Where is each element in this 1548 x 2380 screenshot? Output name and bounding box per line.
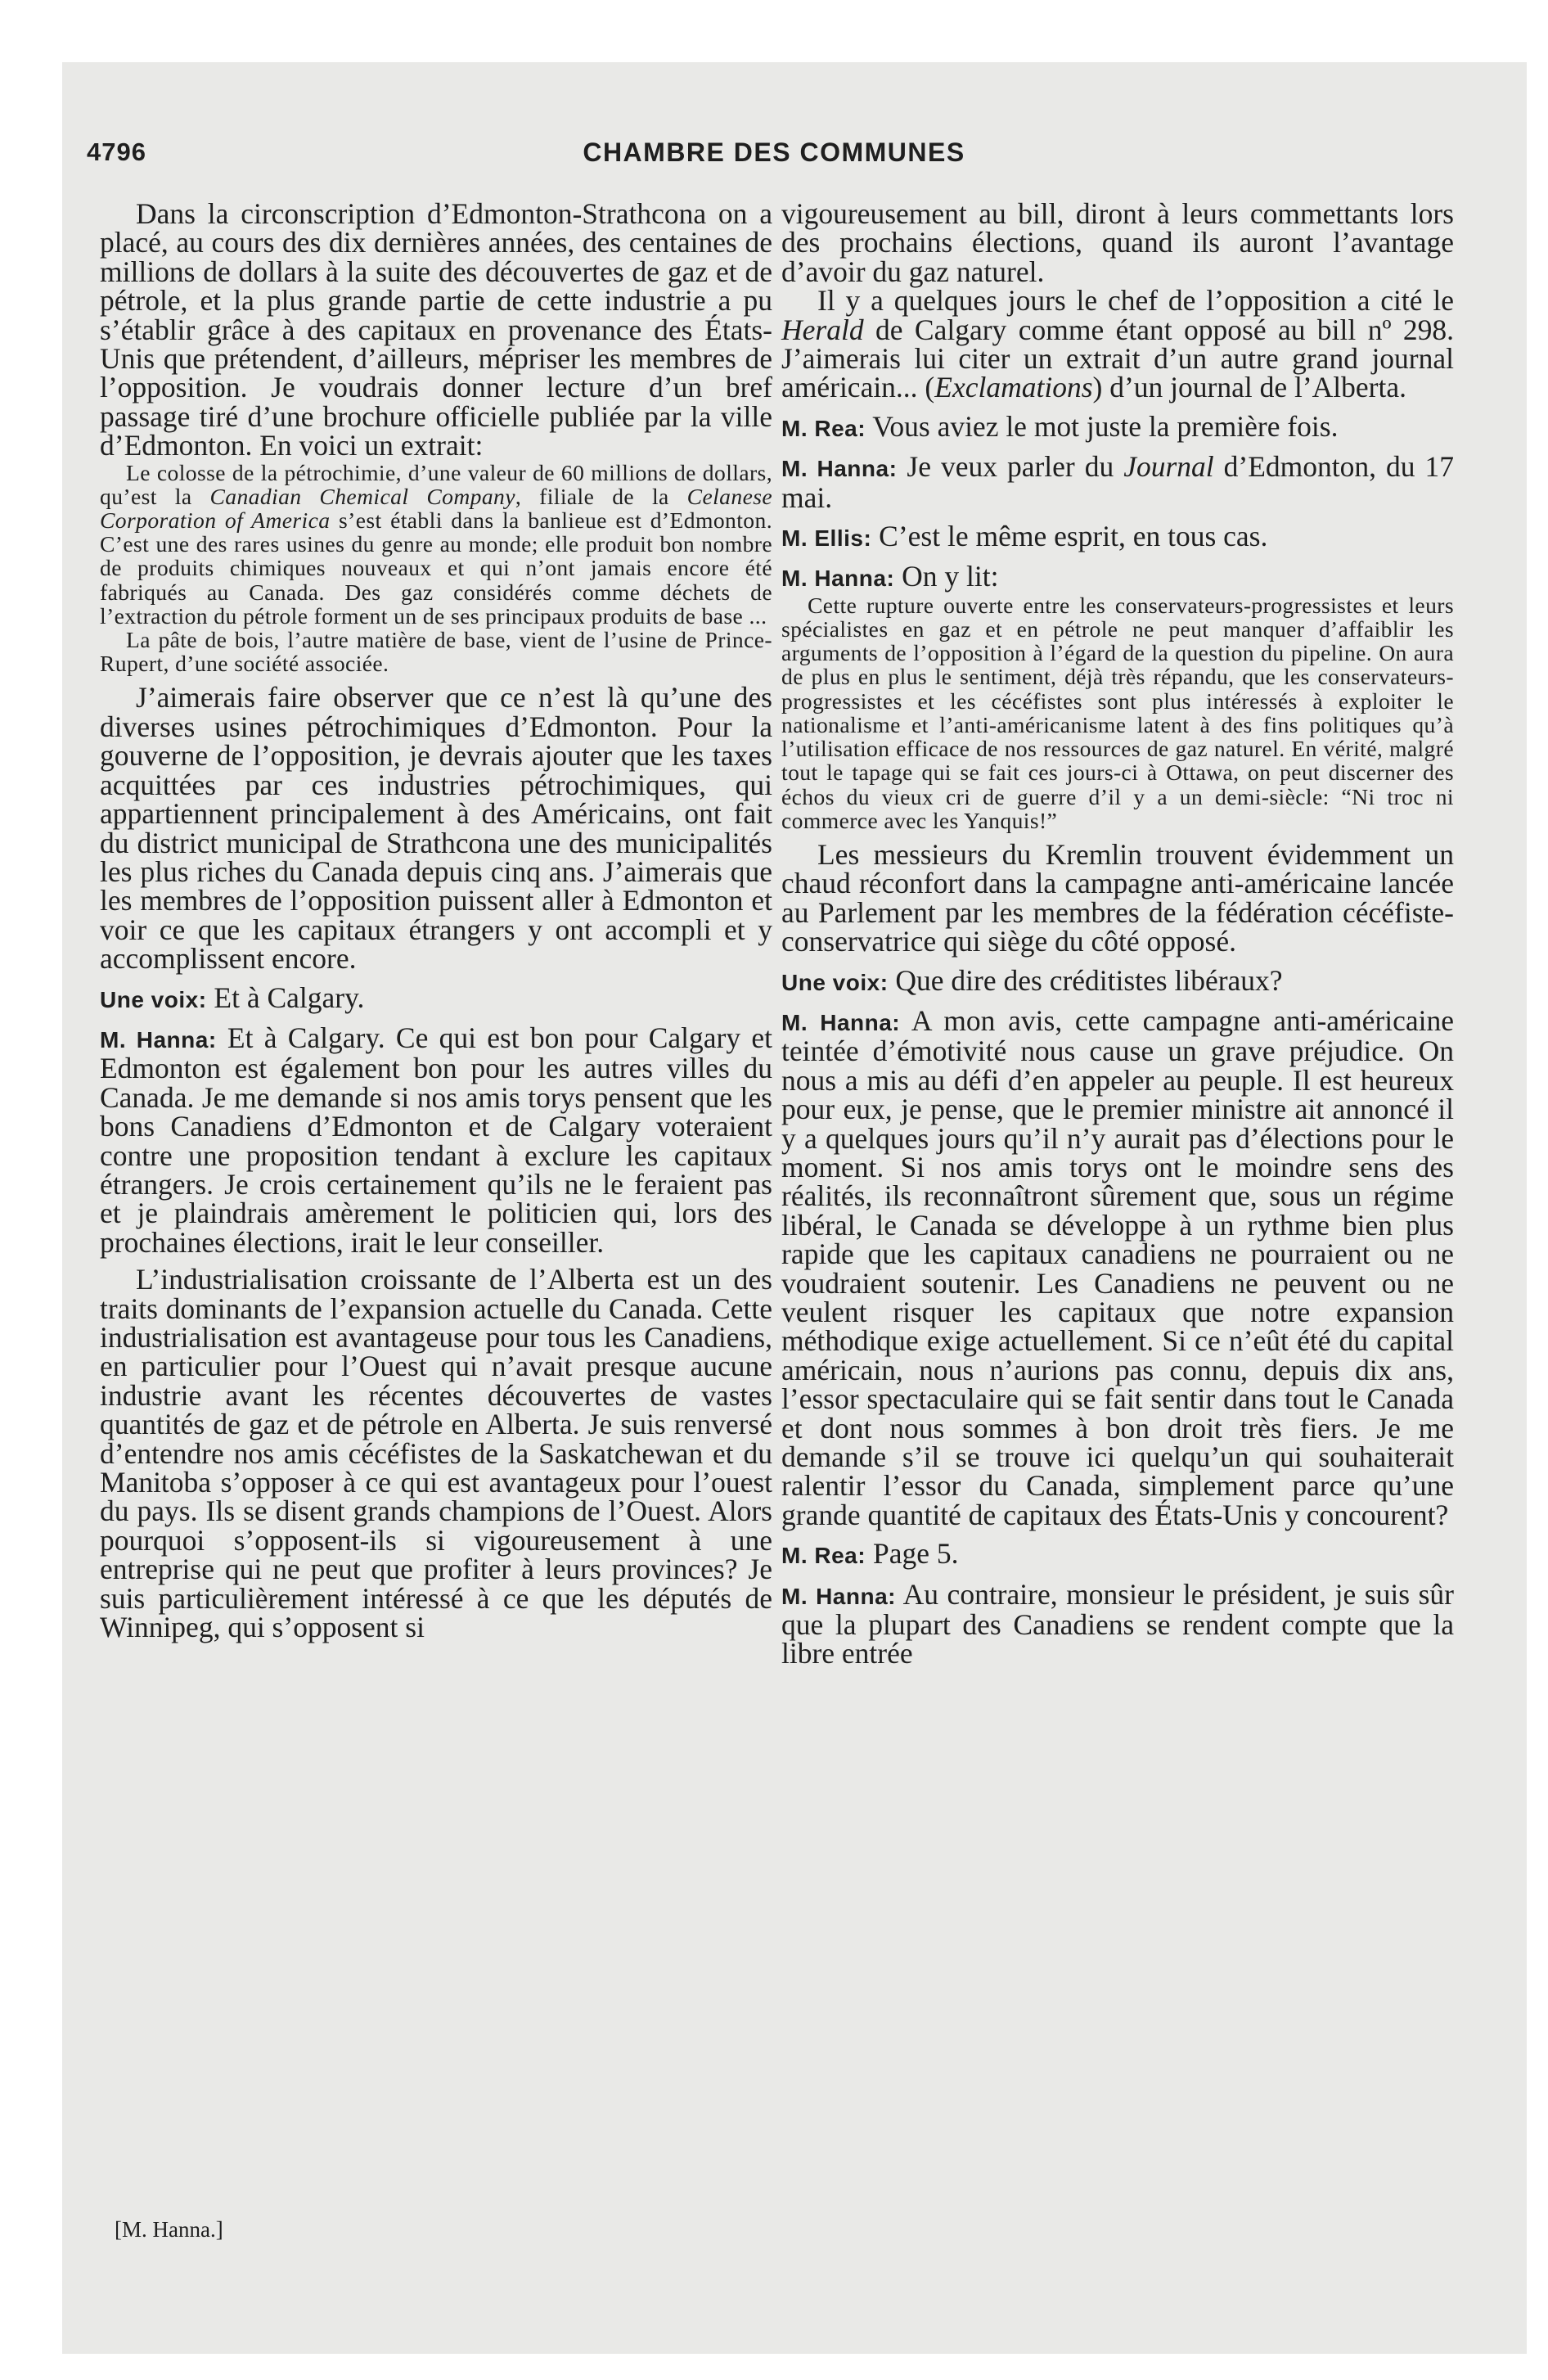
speaker-name: M. Ellis: (781, 525, 872, 552)
speech-entry (781, 1539, 1454, 1570)
stage-direction: Exclamations (934, 371, 1093, 404)
speech-text: Et à Calgary. Ce qui est bon pour Calgary et Edmonton est également bon pour les autres villes du Canada. Je me demande si nos amis torys pensent que les bons Canadiens d’Edmonton et de Calgary voteraient contre une proposition tendant à exclure les capitaux étrangers. Je crois certainement qu’ils ne le feraient pas et je plaindrais amèrement le politicien qui, lors des prochaines élections, irait le leur conseiller. (100, 1021, 773, 1259)
speech-entry (100, 1021, 773, 1259)
quote-emphasis: Canadian Chemical Company (209, 483, 515, 509)
speech-entry (781, 1003, 1455, 1531)
speaker-name: M. Hanna: (781, 1009, 901, 1035)
speech-entry (781, 450, 1455, 514)
quote-emphasis: Celanese Corporation of America (100, 483, 773, 534)
speaker-name: M. Hanna: (781, 456, 898, 482)
speech-entry (781, 562, 1454, 593)
speech-text: Au contraire, monsieur le président, je suis sûr que la plupart des Canadiens se rendent compte que la libre entrée (781, 1577, 1455, 1670)
quote-paragraph: La pâte de bois, l’autre matière de base, vient de l’usine de Prince-Rupert, d’une société associée. (100, 627, 772, 677)
speech-text: Que dire des créditistes libéraux? (888, 963, 1283, 997)
paragraph: L’industrialisation croissante de l’Alberta est un des traits dominants de l’expansion actuelle du Canada. Cette industrialisation est avantageuse pour tous les Canadiens, en particulier pour l’Ouest qui n’avait presque aucune industrie avant les récentes découvertes de vastes quantités de gaz et de pétrole en Alberta. Je suis renversé d’entendre nos amis cécéfistes de la Saskatchewan et du Manitoba s’opposer à ce qui est avantageux pour l’ouest du pays. Ils se disent grands champions de l’Ouest. Alors pourquoi s’opposent-ils si vigoureusement à une entreprise qui ne peut que profiter à leurs provinces? Je suis particulièrement intéressé à ce que les députés de Winnipeg, qui s’opposent si (100, 1263, 772, 1644)
speech-text: A mon avis, cette campagne anti-américaine teintée d’émotivité nous cause un grave préjudice. On nous a mis au défi d’en appeler au peuple. Il est heureux pour eux, je pense, que le premier ministre ait annoncé il y a quelques jours qu’il n’y aurait pas d’élections pour le moment. Si nos amis torys ont le moindre sens des réalités, ils reconnaîtront sûrement que, sous un régime libéral, le Canada se développe à un rythme bien plus rapide que les capitaux canadiens ne pourraient ou ne voudraient soutenir. Les Canadiens ne peuvent ou ne veulent risquer les capitaux que notre expansion méthodique exige actuellement. Si ce n’eût été du capital américain, nous n’aurions pas connu, depuis dix ans, l’essor spectaculaire qui se fait sentir dans tout le Canada et dont nous sommes à bon droit très fiers. Je me demande s’il se trouve ici quelqu’un qui souhaiterait ralentir l’essor du Canada, simplement parce qu’une grande quantité de capitaux des États-Unis y concourent? (781, 1003, 1455, 1531)
quote-paragraph: Cette rupture ouverte entre les conservateurs-progressistes et leurs spécialistes en gaz et en pétrole ne peut manquer d’affaiblir les arguments de l’opposition à l’égard de la question du pipeline. On aura de plus en plus le sentiment, déjà très répandu, que les conservateurs-progressistes et les cécéfistes sont plus intéressés à exploiter le nationalisme et l’anti-américanisme latent à des fins politiques qu’à l’utilisation efficace de nos ressources de gaz naturel. En vérité, malgré tout le tapage qui se fait ces jours-ci à Ottawa, on peut discerner des échos du vieux cri de guerre d’il y a un demi-siècle: “Ni troc ni commerce avec les Yanquis!” (781, 592, 1454, 833)
newspaper-title: Herald (781, 313, 864, 346)
speech-entry (781, 963, 1454, 997)
paragraph-continued: vigoureusement au bill, diront à leurs commettants lors des prochains élections, quand ils auront l’avantage d’avoir du gaz naturel. (781, 197, 1454, 288)
speech-text: Et à Calgary. (206, 980, 365, 1014)
speech-entry (100, 980, 772, 1014)
block-quote (100, 461, 772, 676)
speech-text: Je veux parler du (897, 450, 1124, 484)
right-column (781, 197, 1455, 1670)
paragraph: Les messieurs du Kremlin trouvent évidemment un chaud réconfort dans la campagne anti-américaine lancée au Parlement par les membres de la fédération cécéfiste-conservatrice qui siège du côté opposé. (781, 837, 1454, 958)
paragraph: Dans la circonscription d’Edmonton-Strathcona on a placé, au cours des dix dernières années, des centaines de millions de dollars à la suite des découvertes de gaz et de pétrole, et la plus grande partie de cette industrie a pu s’établir grâce à des capitaux en provenance des États-Unis que prétendent, d’ailleurs, mépriser les membres de l’opposition. Je voudrais donner lecture d’un bref passage tiré d’une brochure officielle publiée par la ville d’Edmonton. En voici un extrait: (100, 197, 772, 462)
paragraph: Il y a quelques jours le chef de l’opposition a cité le Herald de Calgary comme étant opposé au bill nº 298. J’aimerais lui citer un extrait d’un autre grand journal américain... (Exclamations) d’un journal de l’Alberta. (781, 284, 1454, 404)
page-header (87, 137, 1461, 174)
speaker-name: M. Hanna: (781, 1583, 896, 1609)
speaker-name: M. Hanna: (100, 1026, 217, 1053)
page-number: 4796 (87, 137, 146, 166)
left-column (100, 197, 773, 1644)
speech-entry (781, 1577, 1455, 1670)
speech-text: Page 5. (866, 1537, 959, 1571)
speaker-reference: [M. Hanna.] (115, 2217, 223, 2242)
newspaper-title: Journal (1123, 450, 1214, 484)
paragraph: J’aimerais faire observer que ce n’est là qu’une des diverses usines pétrochimiques d’Edmonton. Pour la gouverne de l’opposition, je devrais ajouter que les taxes acquittées par ces industries pétrochimiques, qui appartiennent principalement à des Américains, ont fait du district municipal de Strathcona une des municipalités les plus riches du Canada depuis cinq ans. J’aimerais que les membres de l’opposition puissent aller à Edmonton et voir ce que les capitaux étrangers y ont accompli et y accomplissent encore. (100, 681, 772, 976)
speaker-name: M. Rea: (781, 1543, 866, 1569)
quote-paragraph: Le colosse de la pétrochimie, d’une valeur de 60 millions de dollars, qu’est la Canadian Chemical Company, filiale de la Celanese Corporation of America s’est établi dans la banlieue est d’Edmonton. C’est une des rares usines du genre au monde; elle produit bon nombre de produits chimiques nouveaux et qui n’ont jamais encore été fabriqués au Canada. Des gaz considérés comme déchets de l’extraction du pétrole forment un de ses principaux produits de base ... (100, 459, 773, 629)
speech-text: On y lit: (894, 560, 999, 593)
speech-text: d’Edmonton, du 17 mai. (781, 450, 1455, 514)
speaker-name: Une voix: (781, 969, 889, 995)
speech-entry (781, 522, 1454, 552)
running-head: CHAMBRE DES COMMUNES (583, 137, 965, 167)
block-quote (781, 593, 1454, 832)
speech-text: C’est le même esprit, en tous cas. (871, 520, 1268, 553)
speaker-name: M. Hanna: (781, 566, 895, 592)
speaker-name: M. Rea: (781, 415, 866, 441)
speaker-name: Une voix: (100, 986, 207, 1012)
speech-entry (781, 409, 1454, 443)
speech-text: Vous aviez le mot juste la première fois. (866, 409, 1339, 443)
